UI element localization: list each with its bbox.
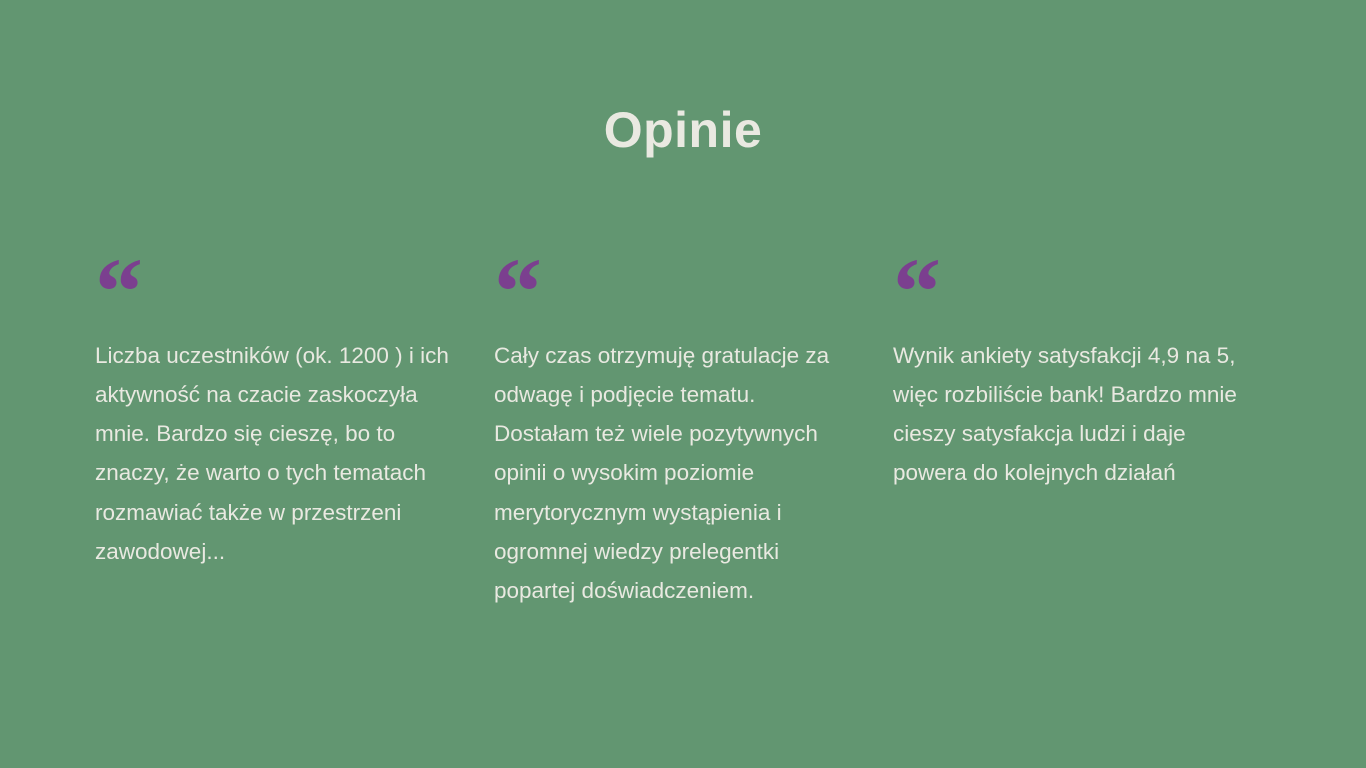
testimonial-text: Wynik ankiety satysfakcji 4,9 na 5, więc rozbiliście bank! Bardzo mnie cieszy satysfakcja ludzi i daje powera do kolejnych działań xyxy=(893,343,1237,486)
testimonial-text: Liczba uczestników (ok. 1200 ) i ich aktywność na czacie zaskoczyła mnie. Bardzo się cieszę, bo to znaczy, że warto o tych tematach rozmawiać także w przestrzeni zawodowej... xyxy=(95,343,449,564)
testimonial-card-2 xyxy=(494,238,849,610)
testimonial-card-3 xyxy=(893,238,1248,493)
quote-mark-icon: “ xyxy=(95,238,141,345)
testimonials-container xyxy=(95,238,1285,610)
quote-mark-icon: “ xyxy=(494,238,540,345)
testimonial-card-1 xyxy=(95,238,450,571)
testimonial-text: Cały czas otrzymuję gratulacje za odwagę i podjęcie tematu. Dostałam też wiele pozytywnych opinii o wysokim poziomie merytorycznym wystąpienia i ogromnej wiedzy prelegentki popartej doświadczeniem. xyxy=(494,343,830,603)
quote-mark-icon: “ xyxy=(893,238,939,345)
page-title: Opinie xyxy=(603,102,763,158)
